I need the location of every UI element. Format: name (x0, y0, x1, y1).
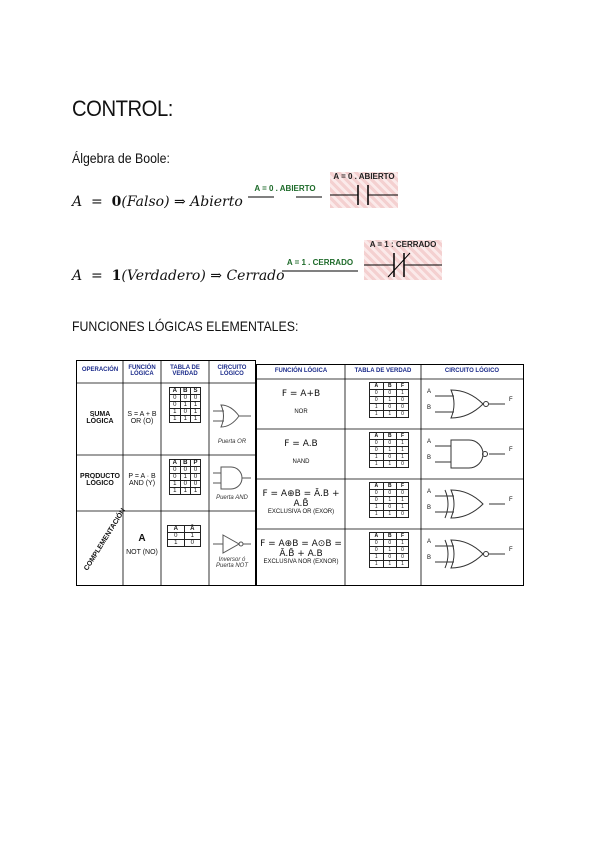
expr-xor: F = A⊕B = Ā.B + A.B̄ (262, 489, 340, 509)
output-f-label: F (509, 497, 513, 503)
input-a-label: A (427, 439, 432, 445)
name-nor: NOR (294, 409, 308, 415)
truth-table-and: A B P 0 0 0 0 1 0 1 0 0 1 1 1 (169, 459, 201, 495)
contact-open-diagram: A = 0 . ABIERTO (254, 184, 316, 193)
input-a-label: A (427, 489, 432, 495)
input-b-label: B (427, 555, 432, 561)
func-not-symbol: A (138, 533, 146, 544)
truth-table-or: A B S 0 0 0 0 1 1 1 0 1 1 1 1 (169, 387, 201, 423)
expr-xnor: F = A⊕B = A⊙B = Ā.B̄ + A.B (260, 539, 342, 559)
op-suma: SUMA LÓGICA (86, 411, 114, 425)
func-or: S = A + B OR (O) (127, 411, 157, 425)
header-operacion: OPERACIÓN (81, 367, 119, 373)
input-b-label: B (427, 455, 432, 461)
caption-or: Puerta OR (217, 439, 247, 445)
functions-title: FUNCIONES LÓGICAS ELEMENTALES: (72, 318, 299, 334)
expr-nor: F = A+B (281, 389, 321, 399)
expr-nand: F = A.B (284, 439, 318, 449)
input-b-label: B (427, 505, 432, 511)
header-funcion-logica: FUNCIÓN LÓGICA (274, 368, 328, 374)
input-a-label: A (427, 389, 432, 395)
truth-table-nor: A B F 0 0 1 0 1 0 1 0 0 1 1 0 (369, 382, 409, 418)
derived-functions-table (256, 364, 524, 586)
op-producto: PRODUCTO LÓGICO (80, 473, 120, 487)
truth-table-not: A Ā 0 1 1 0 (167, 525, 201, 547)
header-tabla: TABLA DE VERDAD (170, 365, 200, 377)
truth-table-xor: A B F 0 0 0 0 1 1 1 0 1 1 1 0 (369, 482, 409, 518)
header-circuito: CIRCUITO LÓGICO (217, 365, 247, 377)
header-tabla-verdad: TABLA DE VERDAD (354, 368, 412, 374)
output-f-label: F (509, 547, 513, 553)
output-f-label: F (509, 397, 513, 403)
nand-gate-icon (425, 434, 521, 474)
or-gate-icon (213, 401, 253, 431)
contact-open-symbol-box: A = 0 . ABIERTO (330, 172, 398, 208)
equation-closed: A = 1(Verdadero) ⇒ Cerrado (72, 268, 285, 284)
contact-closed-symbol-box: A = 1 : CERRADO (364, 240, 442, 280)
equation-open: A = 0(Falso) ⇒ Abierto (72, 194, 243, 210)
name-xnor: EXCLUSIVA NOR (EXNOR) (263, 559, 339, 565)
func-and: P = A · B AND (Y) (128, 473, 156, 487)
caption-and: Puerta AND (216, 495, 248, 501)
xnor-gate-icon (425, 534, 521, 574)
page-heading: CONTROL: (72, 96, 173, 121)
not-gate-icon (213, 533, 253, 555)
truth-table-nand: A B F 0 0 1 0 1 1 1 0 1 1 1 0 (369, 432, 409, 468)
op-complementacion: COMPLEMENTACIÓN (83, 507, 128, 573)
contact-closed-diagram: A = 1 . CERRADO (286, 258, 354, 267)
output-f-label: F (509, 447, 513, 453)
elementary-functions-table (76, 360, 256, 586)
input-b-label: B (427, 405, 432, 411)
and-gate-icon (213, 463, 253, 493)
func-not: NOT (NO) (126, 549, 158, 556)
header-funcion: FUNCIÓN LÓGICA (128, 365, 156, 377)
xor-gate-icon (425, 484, 521, 524)
truth-table-xnor: A B F 0 0 1 0 1 0 1 0 0 1 1 1 (369, 532, 409, 568)
caption-not: Inversor ó Puerta NOT (215, 557, 248, 569)
algebra-title: Álgebra de Boole: (72, 150, 170, 166)
header-circuito-logico: CIRCUITO LÓGICO (444, 368, 500, 374)
name-nand: NAND (292, 459, 310, 465)
nor-gate-icon (425, 384, 521, 424)
name-xor: EXCLUSIVA OR (EXOR) (267, 509, 335, 515)
input-a-label: A (427, 539, 432, 545)
